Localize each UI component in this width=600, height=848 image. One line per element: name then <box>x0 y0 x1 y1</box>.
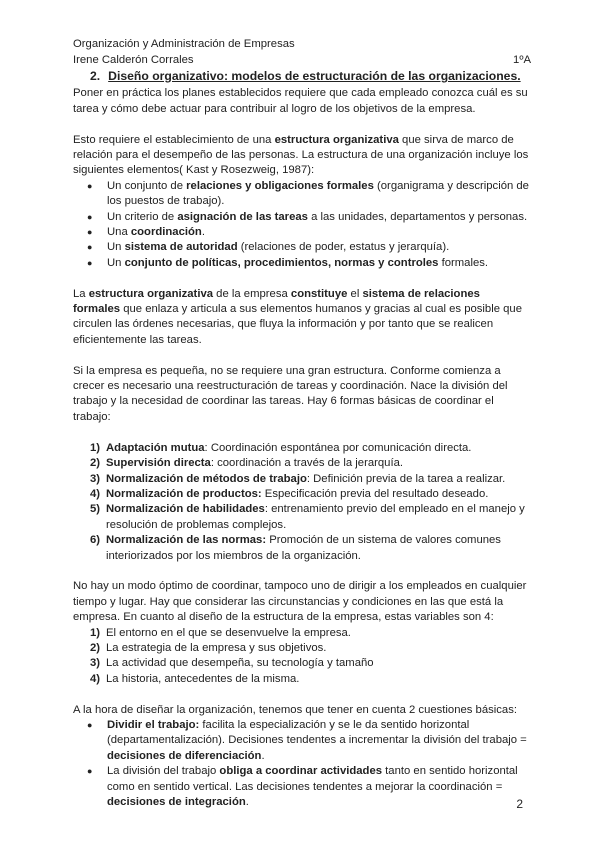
list-item: 1) Adaptación mutua: Coordinación espontánea por comunicación directa. <box>90 441 472 454</box>
paragraph-structure: Esto requiere el establecimiento de una estructura organizativa que sirva de marco de relación para el desempeño de las personas. La estructura de una organización incluye los siguientes elementos( Kast y Rosezweig, 1987): <box>73 133 529 177</box>
list-item: 6) Normalización de las normas: Promoción de un sistema de valores comunes interiorizados por los miembros de la organización. <box>90 534 501 562</box>
basic-issues-list <box>73 718 529 810</box>
list-item: ● Un conjunto de relaciones y obligaciones formales (organigrama y descripción de los puestos de trabajo). <box>73 179 529 210</box>
list-item: ● La división del trabajo obliga a coordinar actividades tanto en sentido horizontal como en sentido vertical. Las decisiones tendentes a mejorar la coordinación = decisiones de integración. <box>73 764 529 810</box>
list-item: ● Un criterio de asignación de las tareas a las unidades, departamentos y personas. <box>73 210 529 225</box>
document-body <box>73 69 529 810</box>
list-item: 3) Normalización de métodos de trabajo: Definición previa de la tarea a realizar. <box>90 472 506 485</box>
list-item: ● Una coordinación. <box>73 225 529 240</box>
page-number: 2 <box>516 797 523 811</box>
paragraph-coordination-intro: Si la empresa es pequeña, no se requiere una gran estructura. Conforme comienza a crecer es necesario una reestructuración de tareas y coordinación. Nace la división del trabajo y la necesidad de coordinar las tareas. Hay 6 formas básicas de coordinar el trabajo: <box>73 364 508 423</box>
list-item: ● Dividir el trabajo: facilita la especialización y se le da sentido horizontal (departamentalización). Decisiones tendentes a incrementar la división del trabajo = decisiones de diferenciación. <box>73 718 529 764</box>
structure-elements-list <box>73 179 529 271</box>
page-header <box>73 36 531 68</box>
header-author: Irene Calderón Corrales <box>73 54 194 66</box>
paragraph-basic-issues: A la hora de diseñar la organización, tenemos que tener en cuenta 2 cuestiones básicas: <box>73 703 518 716</box>
header-subject: Organización y Administración de Empresas <box>73 38 295 50</box>
list-item: 4) Normalización de productos: Especificación previa del resultado deseado. <box>90 487 489 500</box>
section-heading <box>90 69 529 84</box>
list-item: ● Un conjunto de políticas, procedimientos, normas y controles formales. <box>73 256 529 271</box>
list-item: 5) Normalización de habilidades: entrenamiento previo del empleado en el manejo y resolución de problemas complejos. <box>90 503 525 531</box>
header-course: 1ºA <box>513 54 531 66</box>
design-variables-list <box>73 626 529 688</box>
paragraph-intro: Poner en práctica los planes establecidos requiere que cada empleado conozca cuál es su tarea y cómo debe actuar para contribuir al logro de los objetivos de la empresa. <box>73 87 528 115</box>
section-title: Diseño organizativo: modelos de estructuración de las organizaciones. <box>108 69 521 83</box>
paragraph-formal-relations: La estructura organizativa de la empresa constituye el sistema de relaciones formales que enlaza y articula a sus elementos humanos y gracias al cual es posible que circulen las órdenes necesarias, que fluya la información y por tanto que se realicen eficientemente las tareas. <box>73 287 522 346</box>
list-item: 3) La actividad que desempeña, su tecnología y tamaño <box>90 657 374 670</box>
section-number: 2. <box>90 69 101 83</box>
list-item: 4) La historia, antecedentes de la misma. <box>90 672 300 685</box>
list-item: 1) El entorno en el que se desenvuelve la empresa. <box>90 626 351 639</box>
coordination-forms-list <box>73 441 529 564</box>
paragraph-variables-intro: No hay un modo óptimo de coordinar, tampoco uno de dirigir a los empleados en cualquier tiempo y lugar. Hay que considerar las circunstancias y condiciones en las que está la empresa. En cuanto al diseño de la estructura de la empresa, estas variables son 4: <box>73 580 527 624</box>
list-item: ● Un sistema de autoridad (relaciones de poder, estatus y jerarquía). <box>73 240 529 255</box>
list-item: 2) Supervisión directa: coordinación a través de la jerarquía. <box>90 457 404 470</box>
list-item: 2) La estrategia de la empresa y sus objetivos. <box>90 641 327 654</box>
